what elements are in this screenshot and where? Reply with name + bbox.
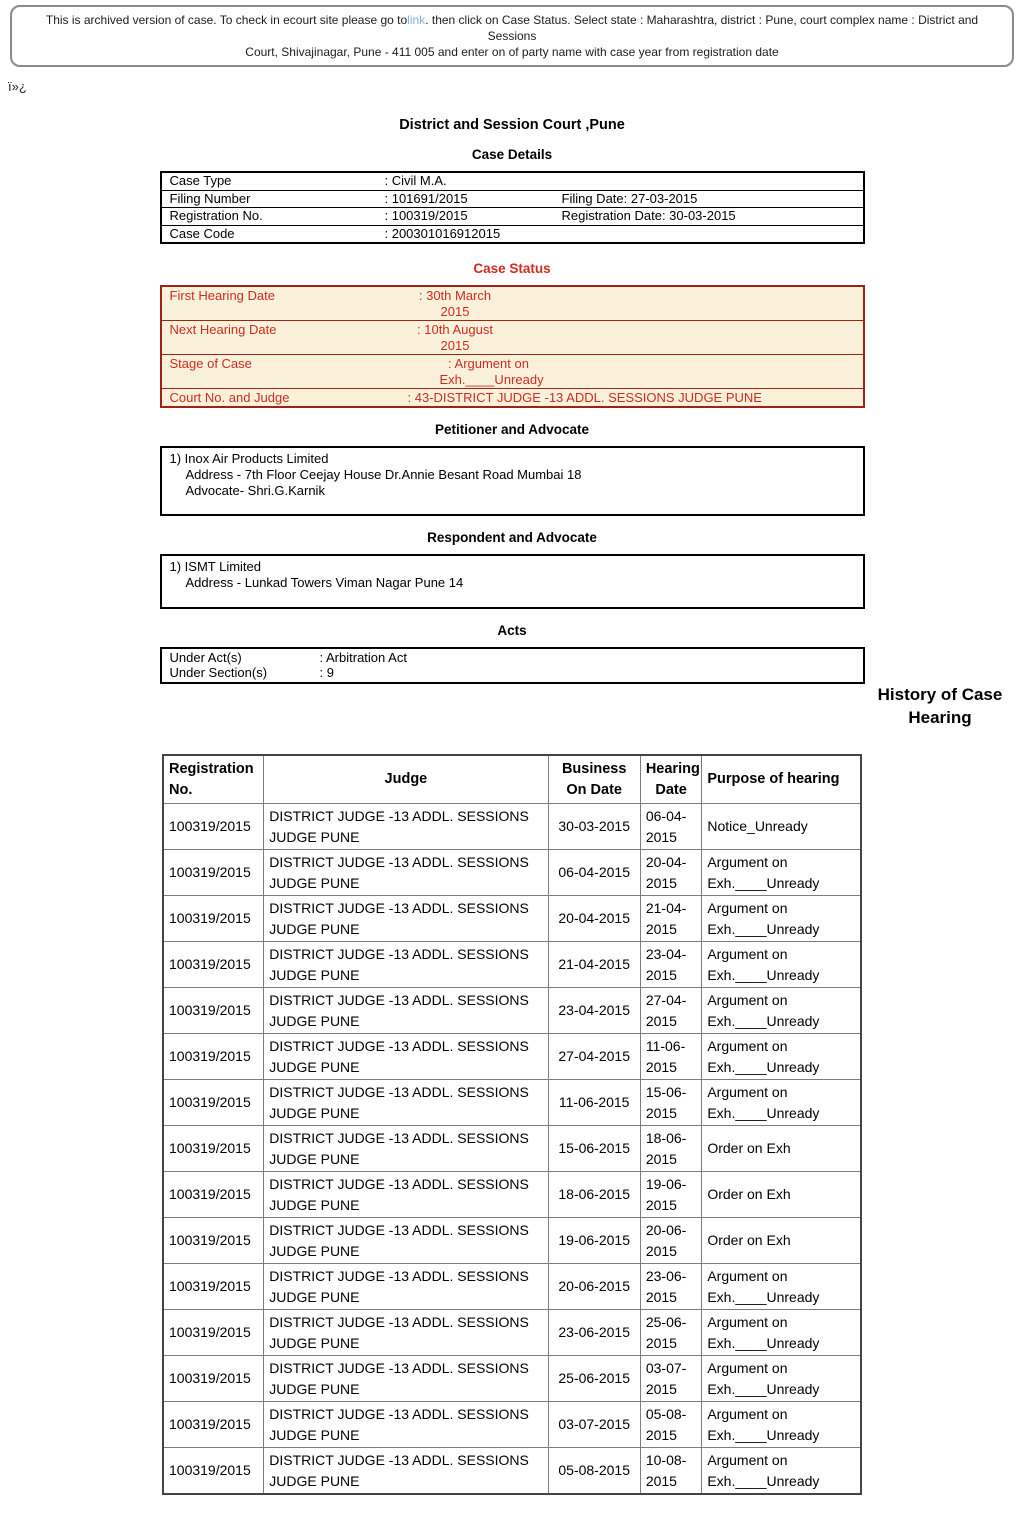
registration-no-cell: 100319/2015 bbox=[163, 1218, 264, 1264]
purpose-of-hearing-cell: Argument on Exh.____Unready bbox=[702, 942, 861, 988]
acts-heading: Acts bbox=[497, 623, 527, 638]
hearing-date-cell: 20-06-2015 bbox=[640, 1218, 702, 1264]
stage-of-case-value: : Argument on Exh.____Unready bbox=[439, 356, 544, 387]
judge-cell: DISTRICT JUDGE -13 ADDL. SESSIONS JUDGE PUNE bbox=[264, 988, 548, 1034]
judge-cell: DISTRICT JUDGE -13 ADDL. SESSIONS JUDGE PUNE bbox=[264, 1402, 548, 1448]
business-on-date-cell: 19-06-2015 bbox=[548, 1218, 640, 1264]
judge-cell: DISTRICT JUDGE -13 ADDL. SESSIONS JUDGE PUNE bbox=[264, 896, 548, 942]
purpose-of-hearing-cell: Argument on Exh.____Unready bbox=[702, 1356, 861, 1402]
registration-no-cell: 100319/2015 bbox=[163, 1034, 264, 1080]
purpose-of-hearing-cell: Argument on Exh.____Unready bbox=[702, 1080, 861, 1126]
purpose-of-hearing-cell: Argument on Exh.____Unready bbox=[702, 1264, 861, 1310]
respondent-name: 1) ISMT Limited bbox=[169, 559, 262, 574]
judge-cell: DISTRICT JUDGE -13 ADDL. SESSIONS JUDGE PUNE bbox=[264, 1356, 548, 1402]
purpose-of-hearing-cell: Notice_Unready bbox=[702, 804, 861, 850]
purpose-of-hearing-cell: Argument on Exh.____Unready bbox=[702, 850, 861, 896]
history-row bbox=[163, 1080, 861, 1126]
hearing-date-cell: 18-06-2015 bbox=[640, 1126, 702, 1172]
purpose-of-hearing-cell: Argument on Exh.____Unready bbox=[702, 1034, 861, 1080]
registration-no-cell: 100319/2015 bbox=[163, 1126, 264, 1172]
hearing-date-cell: 27-04-2015 bbox=[640, 988, 702, 1034]
judge-cell: DISTRICT JUDGE -13 ADDL. SESSIONS JUDGE PUNE bbox=[264, 1034, 548, 1080]
col-header-hearing-date: Hearing Date bbox=[640, 755, 702, 804]
history-row bbox=[163, 1172, 861, 1218]
judge-cell: DISTRICT JUDGE -13 ADDL. SESSIONS JUDGE PUNE bbox=[264, 942, 548, 988]
business-on-date-cell: 23-06-2015 bbox=[548, 1310, 640, 1356]
under-section-row bbox=[170, 665, 855, 680]
hearing-date-cell: 23-06-2015 bbox=[640, 1264, 702, 1310]
petitioner-heading: Petitioner and Advocate bbox=[434, 422, 590, 437]
case-code-row bbox=[162, 225, 863, 243]
business-on-date-cell: 23-04-2015 bbox=[548, 988, 640, 1034]
history-table bbox=[162, 754, 862, 1495]
purpose-of-hearing-cell: Argument on Exh.____Unready bbox=[702, 896, 861, 942]
respondent-heading: Respondent and Advocate bbox=[427, 530, 597, 545]
history-row bbox=[163, 1356, 861, 1402]
registration-no-cell: 100319/2015 bbox=[163, 942, 264, 988]
registration-no-cell: 100319/2015 bbox=[163, 1402, 264, 1448]
next-hearing-date-row bbox=[162, 320, 863, 354]
banner-text-before-link: This is archived version of case. To check in ecourt site please go to bbox=[45, 13, 408, 27]
business-on-date-cell: 05-08-2015 bbox=[548, 1448, 640, 1495]
business-on-date-cell: 03-07-2015 bbox=[548, 1402, 640, 1448]
hearing-date-cell: 25-06-2015 bbox=[640, 1310, 702, 1356]
business-on-date-cell: 20-06-2015 bbox=[548, 1264, 640, 1310]
judge-cell: DISTRICT JUDGE -13 ADDL. SESSIONS JUDGE PUNE bbox=[264, 804, 548, 850]
judge-cell: DISTRICT JUDGE -13 ADDL. SESSIONS JUDGE PUNE bbox=[264, 1172, 548, 1218]
next-hearing-date-label: Next Hearing Date bbox=[169, 322, 277, 337]
purpose-of-hearing-cell: Order on Exh bbox=[702, 1218, 861, 1264]
registration-no-cell: 100319/2015 bbox=[163, 1356, 264, 1402]
registration-no-cell: 100319/2015 bbox=[163, 988, 264, 1034]
history-row bbox=[163, 1218, 861, 1264]
col-header-judge: Judge bbox=[264, 755, 548, 804]
registration-no-cell: 100319/2015 bbox=[163, 850, 264, 896]
registration-no-cell: 100319/2015 bbox=[163, 804, 264, 850]
col-header-business-on-date: Business On Date bbox=[548, 755, 640, 804]
registration-no-cell: 100319/2015 bbox=[163, 1172, 264, 1218]
hearing-date-cell: 23-04-2015 bbox=[640, 942, 702, 988]
business-on-date-cell: 30-03-2015 bbox=[548, 804, 640, 850]
registration-no-row bbox=[162, 207, 863, 225]
hearing-date-cell: 19-06-2015 bbox=[640, 1172, 702, 1218]
history-row bbox=[163, 1126, 861, 1172]
hearing-date-cell: 21-04-2015 bbox=[640, 896, 702, 942]
registration-no-label: Registration No. bbox=[169, 208, 263, 223]
judge-cell: DISTRICT JUDGE -13 ADDL. SESSIONS JUDGE PUNE bbox=[264, 1264, 548, 1310]
purpose-of-hearing-cell: Argument on Exh.____Unready bbox=[702, 1448, 861, 1495]
judge-cell: DISTRICT JUDGE -13 ADDL. SESSIONS JUDGE PUNE bbox=[264, 1310, 548, 1356]
stage-of-case-label: Stage of Case bbox=[169, 356, 252, 371]
petitioner-name: 1) Inox Air Products Limited bbox=[169, 451, 329, 466]
hearing-date-cell: 06-04-2015 bbox=[640, 804, 702, 850]
stage-of-case-row bbox=[162, 354, 863, 388]
business-on-date-cell: 15-06-2015 bbox=[548, 1126, 640, 1172]
registration-no-cell: 100319/2015 bbox=[163, 896, 264, 942]
purpose-of-hearing-cell: Argument on Exh.____Unready bbox=[702, 988, 861, 1034]
first-hearing-date-value: : 30th March 2015 bbox=[418, 288, 492, 319]
judge-cell: DISTRICT JUDGE -13 ADDL. SESSIONS JUDGE PUNE bbox=[264, 850, 548, 896]
under-act-row bbox=[170, 650, 855, 665]
business-on-date-cell: 25-06-2015 bbox=[548, 1356, 640, 1402]
history-row bbox=[163, 988, 861, 1034]
banner-text-line2: Court, Shivajinagar, Pune - 411 005 and enter on of party name with case year from registration date bbox=[245, 45, 779, 59]
filing-number-row bbox=[162, 190, 863, 208]
main-content bbox=[160, 117, 865, 684]
history-row bbox=[163, 850, 861, 896]
respondent-address: Address - Lunkad Towers Viman Nagar Pune 14 bbox=[185, 575, 464, 590]
purpose-of-hearing-cell: Order on Exh bbox=[702, 1126, 861, 1172]
under-act-value: : Arbitration Act bbox=[319, 650, 407, 665]
filing-date-value: Filing Date: 27-03-2015 bbox=[561, 190, 698, 206]
archive-notice-banner bbox=[10, 5, 1014, 67]
business-on-date-cell: 27-04-2015 bbox=[548, 1034, 640, 1080]
hearing-date-cell: 11-06-2015 bbox=[640, 1034, 702, 1080]
judge-cell: DISTRICT JUDGE -13 ADDL. SESSIONS JUDGE PUNE bbox=[264, 1126, 548, 1172]
ecourt-link[interactable]: link bbox=[407, 13, 426, 27]
bom-artifact-text: ï»¿ bbox=[8, 79, 27, 94]
case-type-value: : Civil M.A. bbox=[384, 173, 447, 188]
court-no-judge-row bbox=[162, 388, 863, 406]
hearing-date-cell: 15-06-2015 bbox=[640, 1080, 702, 1126]
col-header-registration-no: Registration No. bbox=[163, 755, 264, 804]
court-no-judge-label: Court No. and Judge bbox=[169, 390, 290, 405]
history-row bbox=[163, 896, 861, 942]
history-row bbox=[163, 1402, 861, 1448]
case-code-label: Case Code bbox=[169, 225, 235, 241]
history-heading-row bbox=[0, 683, 1024, 729]
page-title: District and Session Court ,Pune bbox=[399, 117, 625, 133]
acts-table bbox=[160, 647, 865, 684]
petitioner-address: Address - 7th Floor Ceejay House Dr.Annie Besant Road Mumbai 18 bbox=[185, 467, 582, 482]
petitioner-advocate: Advocate- Shri.G.Karnik bbox=[185, 483, 325, 498]
history-header-row bbox=[163, 755, 861, 804]
respondent-box bbox=[160, 554, 865, 609]
registration-no-cell: 100319/2015 bbox=[163, 1448, 264, 1495]
registration-date-value: Registration Date: 30-03-2015 bbox=[561, 208, 736, 223]
hearing-date-cell: 03-07-2015 bbox=[640, 1356, 702, 1402]
case-status-heading: Case Status bbox=[473, 261, 551, 276]
under-act-label: Under Act(s) bbox=[169, 650, 242, 665]
registration-no-cell: 100319/2015 bbox=[163, 1080, 264, 1126]
hearing-date-cell: 20-04-2015 bbox=[640, 850, 702, 896]
purpose-of-hearing-cell: Argument on Exh.____Unready bbox=[702, 1402, 861, 1448]
case-status-table bbox=[160, 285, 865, 408]
filing-number-label: Filing Number bbox=[169, 190, 251, 206]
case-code-value: : 200301016912015 bbox=[384, 225, 501, 241]
case-details-heading: Case Details bbox=[471, 147, 553, 162]
filing-number-value: : 101691/2015 bbox=[384, 190, 468, 206]
hearing-date-cell: 05-08-2015 bbox=[640, 1402, 702, 1448]
history-row bbox=[163, 1310, 861, 1356]
case-type-label: Case Type bbox=[169, 173, 232, 188]
court-no-judge-value: : 43-DISTRICT JUDGE -13 ADDL. SESSIONS JUDGE PUNE bbox=[407, 390, 762, 405]
business-on-date-cell: 11-06-2015 bbox=[548, 1080, 640, 1126]
hearing-date-cell: 10-08-2015 bbox=[640, 1448, 702, 1495]
case-details-table bbox=[160, 171, 865, 244]
history-row bbox=[163, 1448, 861, 1495]
business-on-date-cell: 18-06-2015 bbox=[548, 1172, 640, 1218]
registration-no-cell: 100319/2015 bbox=[163, 1264, 264, 1310]
history-row bbox=[163, 942, 861, 988]
purpose-of-hearing-cell: Argument on Exh.____Unready bbox=[702, 1310, 861, 1356]
history-row bbox=[163, 1034, 861, 1080]
business-on-date-cell: 21-04-2015 bbox=[548, 942, 640, 988]
case-type-row bbox=[162, 173, 863, 190]
registration-no-value: : 100319/2015 bbox=[384, 208, 468, 223]
judge-cell: DISTRICT JUDGE -13 ADDL. SESSIONS JUDGE PUNE bbox=[264, 1080, 548, 1126]
history-of-case-hearing-heading: History of Case Hearing bbox=[877, 685, 1003, 727]
col-header-purpose: Purpose of hearing bbox=[702, 755, 861, 804]
judge-cell: DISTRICT JUDGE -13 ADDL. SESSIONS JUDGE PUNE bbox=[264, 1448, 548, 1495]
first-hearing-date-row bbox=[162, 287, 863, 320]
first-hearing-date-label: First Hearing Date bbox=[169, 288, 275, 303]
registration-no-cell: 100319/2015 bbox=[163, 1310, 264, 1356]
under-section-label: Under Section(s) bbox=[169, 665, 268, 680]
history-row bbox=[163, 804, 861, 850]
business-on-date-cell: 06-04-2015 bbox=[548, 850, 640, 896]
purpose-of-hearing-cell: Order on Exh bbox=[702, 1172, 861, 1218]
under-section-value: : 9 bbox=[319, 665, 334, 680]
business-on-date-cell: 20-04-2015 bbox=[548, 896, 640, 942]
history-row bbox=[163, 1264, 861, 1310]
next-hearing-date-value: : 10th August 2015 bbox=[417, 322, 493, 353]
judge-cell: DISTRICT JUDGE -13 ADDL. SESSIONS JUDGE PUNE bbox=[264, 1218, 548, 1264]
page bbox=[0, 5, 1024, 1495]
banner-text-after-link: . then click on Case Status. Select state : Maharashtra, district : Pune, court complex name : District and Sessions bbox=[425, 13, 979, 43]
petitioner-box bbox=[160, 446, 865, 516]
